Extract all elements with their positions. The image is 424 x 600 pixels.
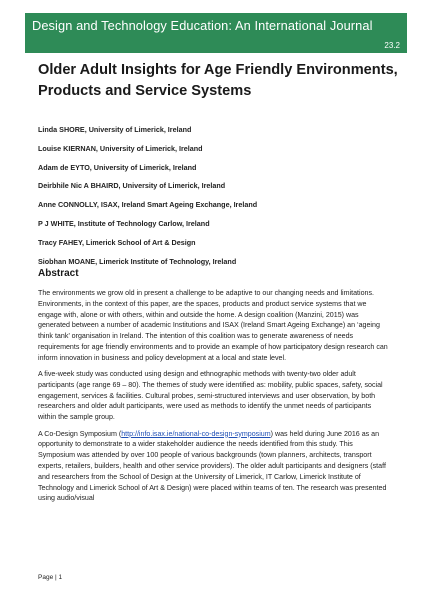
author-line: Adam de EYTO, University of Limerick, Ireland bbox=[38, 162, 197, 172]
journal-header-banner bbox=[25, 13, 407, 53]
author-line: Siobhan MOANE, Limerick Institute of Technology, Ireland bbox=[38, 256, 237, 266]
author-list bbox=[38, 121, 398, 271]
abstract-heading: Abstract bbox=[38, 268, 79, 279]
author-line: Linda SHORE, University of Limerick, Ireland bbox=[38, 125, 192, 134]
journal-title: Design and Technology Education: An International Journal bbox=[32, 18, 373, 33]
abstract-body bbox=[38, 288, 388, 510]
author-line: P J WHITE, Institute of Technology Carlow, Ireland bbox=[38, 218, 210, 228]
symposium-link[interactable]: http://info.isax.ie/national-co-design-symposium bbox=[121, 429, 271, 438]
abstract-paragraph: A five-week study was conducted using design and ethnographic methods with twenty-two older adult participants (age range 69 – 80). The themes of study were identified as: mobility, public spaces, safety, social engagement, services & facilities. Cultural probes, semi-structured interviews and user observation, by both researchers and older adult participants, were used as methods to identify the unmet needs of participants within the sample group. bbox=[38, 370, 383, 422]
author-line: Tracy FAHEY, Limerick School of Art & Design bbox=[38, 237, 196, 247]
author-line: Anne CONNOLLY, ISAX, Ireland Smart Ageing Exchange, Ireland bbox=[38, 200, 258, 210]
author-line: Deirbhile Nic A BHAIRD, University of Limerick, Ireland bbox=[38, 181, 226, 191]
issue-number: 23.2 bbox=[384, 41, 400, 50]
author-line: Louise KIERNAN, University of Limerick, Ireland bbox=[38, 143, 203, 153]
abstract-text: A Co-Design Symposium ( bbox=[38, 429, 122, 438]
page-number: Page | 1 bbox=[38, 574, 63, 581]
abstract-paragraph: The environments we grow old in present a challenge to be adaptive to our changing needs and limitations. Environments, in the context of this paper, are the spaces, products and product service systems that we engage with, alone or with others, within and outside the home. A design coalition (Manzini, 2015) was generated between a number of academic Institutions and ISAX (Ireland Smart Ageing Exchange) an ‘ageing think tank’ organisation in Ireland. The intention of this coalition was to generate awareness of needs requirements for age friendly environments and to provide an example of how participatory design research can inform innovation in business and policy development at a local and state level. bbox=[38, 289, 388, 362]
abstract-text: ) was held during June 2016 as an opportunity to demonstrate to a wider stakeholder audience the needs identified from this study. This Symposium was attended by over 100 people of various backgrounds (town planners, architects, transport experts, retailers, builders, health and other service providers). The older adult participants and designers (staff and researchers from the School of Design at the University of Limerick, IT Carlow, Limerick Institute of Technology and Limerick School of Art & Design) were placed within teams of ten. The research was presented using audio/visual bbox=[38, 429, 387, 503]
paper-title: Older Adult Insights for Age Friendly Environments, Products and Service Systems bbox=[38, 62, 398, 99]
abstract-paragraph bbox=[38, 429, 388, 505]
